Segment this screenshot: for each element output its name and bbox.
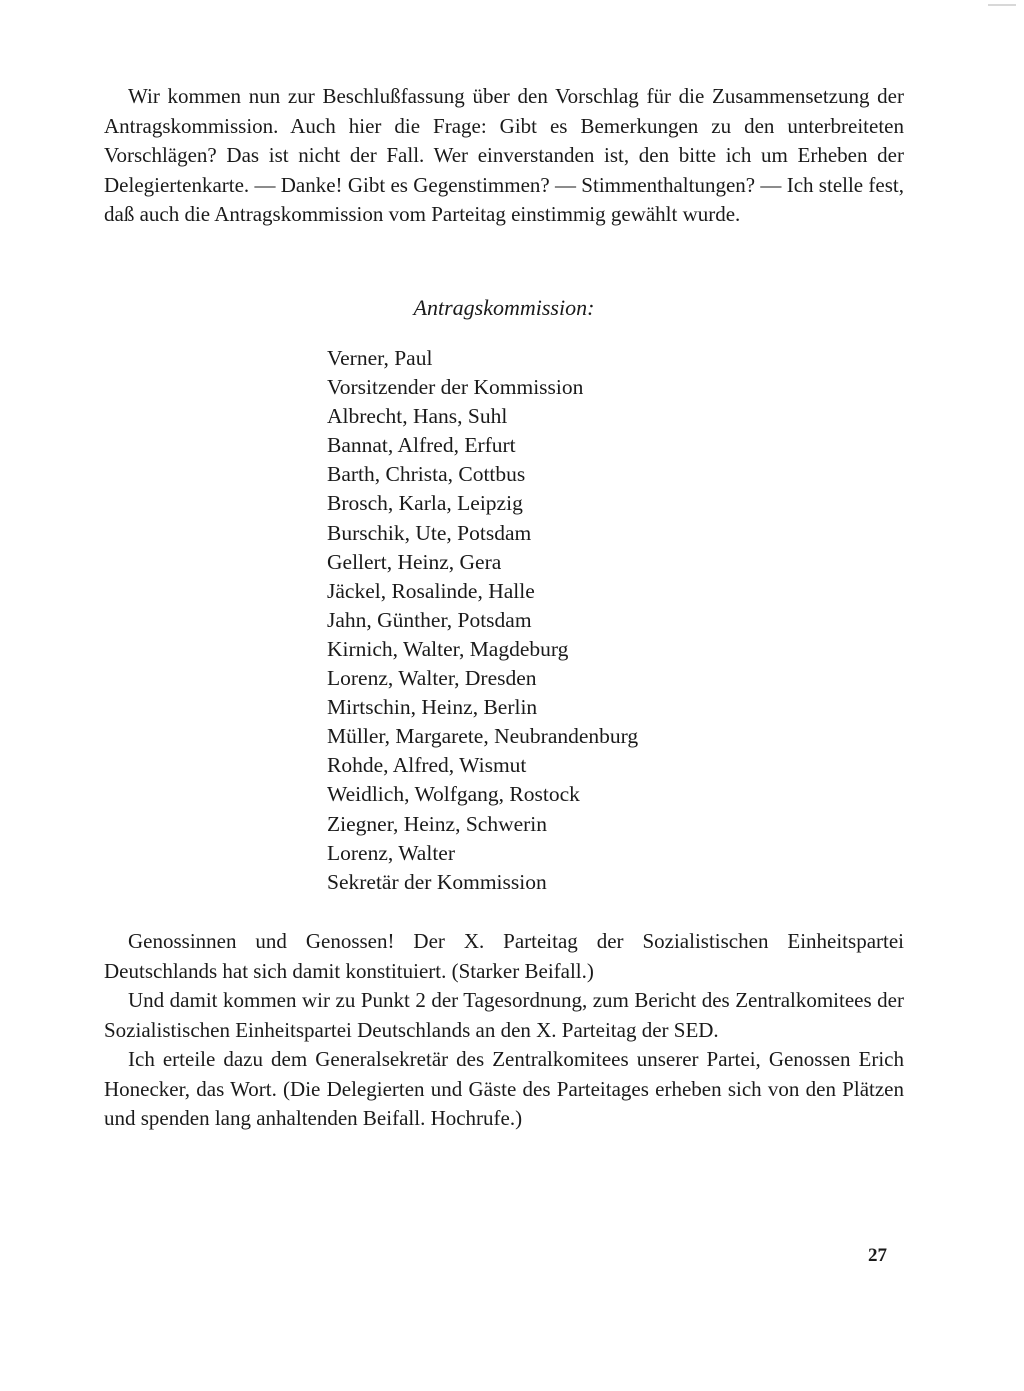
list-item: Brosch, Karla, Leipzig — [327, 491, 523, 516]
list-item: Bannat, Alfred, Erfurt — [327, 433, 516, 458]
list-item: Jäckel, Rosalinde, Halle — [327, 578, 535, 603]
list-item: Müller, Margarete, Neubrandenburg — [327, 724, 639, 749]
list-item: Burschik, Ute, Potsdam — [327, 520, 532, 545]
commission-member-list — [327, 344, 638, 897]
list-item: Sekretär der Kommission — [327, 869, 547, 894]
closing-paragraph-agenda: Und damit kommen wir zu Punkt 2 der Tagesordnung, zum Bericht des Zentralkomitees der Sozialistischen Einheitspartei Deutschlands an den X. Parteitag der SED. — [104, 988, 904, 1042]
list-item: Mirtschin, Heinz, Berlin — [327, 695, 538, 720]
list-item: Rohde, Alfred, Wismut — [327, 753, 527, 778]
page-number: 27 — [868, 1245, 887, 1266]
closing-paragraph-constitution: Genossinnen und Genossen! Der X. Parteitag der Sozialistischen Einheitspartei Deutschlands hat sich damit konstituiert. (Starker Beifall.) — [104, 929, 904, 983]
list-item: Barth, Christa, Cottbus — [327, 462, 526, 487]
list-item: Jahn, Günther, Potsdam — [327, 607, 532, 632]
list-item: Gellert, Heinz, Gera — [327, 549, 502, 574]
closing-paragraph-floor: Ich erteile dazu dem Generalsekretär des Zentralkomitees unserer Partei, Genossen Erich Honecker, das Wort. (Die Delegierten und Gäste des Parteitages erheben sich von den Plätzen und spenden lang anhaltenden Beifall. Hochrufe.) — [104, 1047, 904, 1130]
list-item: Vorsitzender der Kommission — [327, 375, 584, 400]
list-item: Ziegner, Heinz, Schwerin — [327, 811, 548, 836]
list-item: Lorenz, Walter — [327, 840, 456, 865]
list-item: Kirnich, Walter, Magdeburg — [327, 636, 569, 661]
scan-edge-mark — [988, 4, 1016, 6]
closing-section — [104, 927, 904, 1134]
list-item: Verner, Paul — [327, 346, 433, 370]
list-item: Albrecht, Hans, Suhl — [327, 404, 508, 429]
list-item: Lorenz, Walter, Dresden — [327, 666, 537, 691]
commission-heading: Antragskommission: — [413, 295, 595, 320]
list-item: Weidlich, Wolfgang, Rostock — [327, 782, 580, 807]
intro-paragraph: Wir kommen nun zur Beschlußfassung über den Vorschlag für die Zusammensetzung der Antragskommission. Auch hier die Frage: Gibt es Bemerkungen zu den unterbreiteten Vorschlägen? Das ist nicht der Fall. Wer einverstanden ist, den bitte ich um Erheben der Delegiertenkarte. — Danke! Gibt es Gegenstimmen? — Stimmenthaltungen? — Ich stelle fest, daß auch die Antragskommission vom Parteitag einstimmig gewählt wurde. — [104, 84, 904, 226]
